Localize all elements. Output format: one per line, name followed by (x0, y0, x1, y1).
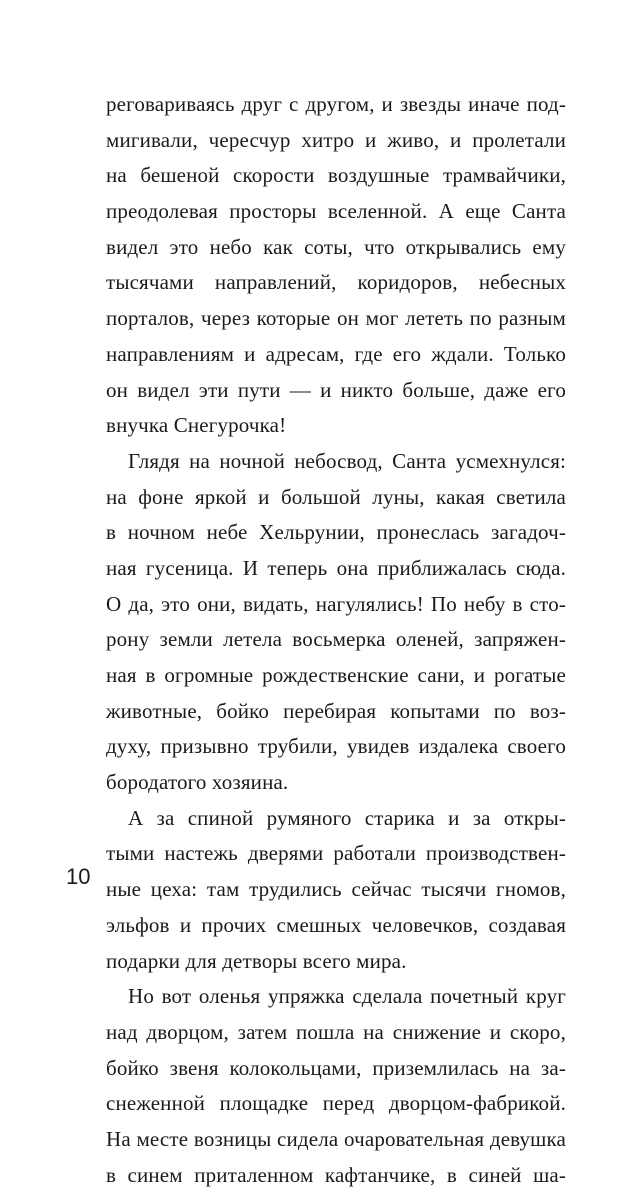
text-line: бойко звеня колокольцами, приземлилась на за- (106, 1055, 566, 1080)
text-line: Глядя на ночной небосвод, Санта усмехнулся: (128, 448, 566, 473)
text-line: бородатого хозяина. (106, 770, 289, 795)
page-number: 10 (66, 864, 91, 889)
text-line: ные цеха: там трудились сейчас тысячи гномов, (106, 877, 566, 902)
text-line: О да, это они, видать, нагулялись! По небу в сто- (106, 591, 566, 616)
text-line: внучка Снегурочка! (106, 413, 287, 438)
text-line: эльфов и прочих смешных человечков, создавая (106, 912, 566, 937)
text-line: на фоне яркой и большой луны, какая светила (106, 484, 566, 509)
text-line: в ночном небе Хельрунии, пронеслась загадоч- (106, 520, 566, 545)
text-line: мигивали, чересчур хитро и живо, и пролетали (106, 127, 566, 152)
text-line: тысячами направлений, коридоров, небесных (106, 270, 566, 295)
text-line: видел это небо как соты, что открывались ему (106, 234, 566, 259)
text-line: А за спиной румяного старика и за откры- (128, 805, 566, 830)
text-line: ная в огромные рождественские сани, и рогатые (106, 663, 566, 687)
text-line: животные, бойко перебирая копытами по воз- (106, 698, 566, 723)
text-line: на бешеной скорости воздушные трамвайчики, (106, 163, 566, 188)
text-line: На месте возницы сидела очаровательная девушка (106, 1126, 566, 1151)
text-line: порталов, через которые он мог лететь по разным (106, 306, 566, 331)
text-line: над дворцом, затем пошла на снижение и скоро, (106, 1019, 566, 1044)
text-line: ная гусеница. И теперь она приближалась сюда. (106, 555, 566, 580)
text-line: тыми настежь дверями работали производствен- (106, 841, 566, 866)
text-line: снеженной площадке перед дворцом-фабрикой. (106, 1091, 566, 1116)
text-line: рону земли летела восьмерка оленей, запряжен- (106, 627, 566, 652)
text-line: духу, призывно трубили, увидев издалека своего (106, 734, 566, 759)
text-line: направлениям и адресам, где его ждали. Только (106, 341, 566, 366)
body-text (106, 87, 566, 1193)
text-line: в синем приталенном кафтанчике, в синей ша- (106, 1162, 566, 1187)
text-line: реговариваясь друг с другом, и звезды иначе под- (106, 92, 566, 116)
text-line: он видел эти пути — и никто больше, даже его (106, 377, 566, 402)
text-line: преодолевая просторы вселенной. А еще Санта (106, 199, 566, 224)
text-line: Но вот оленья упряжка сделала почетный круг (128, 984, 566, 1009)
text-line: подарки для детворы всего мира. (106, 948, 407, 973)
